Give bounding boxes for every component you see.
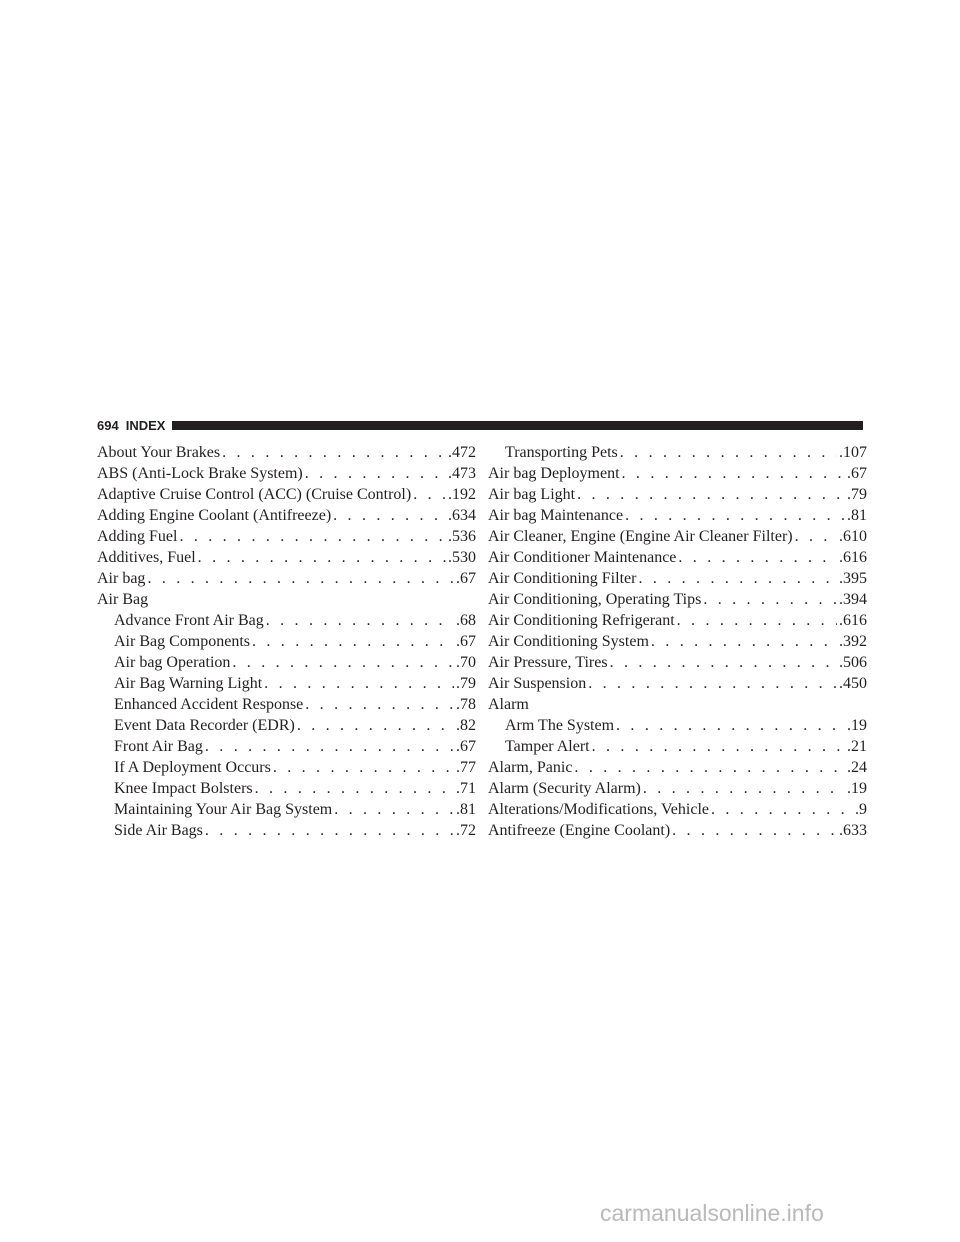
index-entry-page: .192 xyxy=(448,486,476,503)
index-entry-page: .634 xyxy=(448,507,476,524)
index-entry-label: Antifreeze (Engine Coolant) xyxy=(488,822,671,839)
index-entry xyxy=(97,778,476,799)
index-entry xyxy=(488,547,867,568)
index-entry-label: Air Conditioner Maintenance xyxy=(488,549,677,566)
index-entry-page: .77 xyxy=(456,759,476,776)
index-entry xyxy=(97,589,476,610)
index-entry-page: .616 xyxy=(839,612,867,629)
section-title: INDEX xyxy=(125,417,166,433)
dot-leader xyxy=(711,799,853,820)
dot-leader xyxy=(205,820,454,841)
dot-leader xyxy=(198,547,446,568)
index-entry-label: Air Conditioning, Operating Tips xyxy=(488,591,702,608)
dot-leader xyxy=(672,820,837,841)
dot-leader xyxy=(622,463,845,484)
index-entry-page: .19 xyxy=(847,717,867,734)
dot-leader xyxy=(147,568,454,589)
index-entry xyxy=(488,463,867,484)
index-entry-label: Additives, Fuel xyxy=(97,549,196,566)
index-entry-label: Air bag Operation xyxy=(114,654,231,671)
header-rule xyxy=(172,421,863,430)
index-entry-label: Air Suspension xyxy=(488,675,587,692)
dot-leader xyxy=(643,778,845,799)
index-entry-page: .70 xyxy=(456,654,476,671)
dot-leader xyxy=(588,673,837,694)
dot-leader xyxy=(232,652,454,673)
dot-leader xyxy=(625,505,845,526)
index-entry xyxy=(97,736,476,757)
index-entry-page: .78 xyxy=(456,696,476,713)
index-entry-label: Event Data Recorder (EDR) xyxy=(114,717,295,734)
dot-leader xyxy=(205,736,454,757)
index-entry-label: Front Air Bag xyxy=(114,738,203,755)
dot-leader xyxy=(577,484,845,505)
index-entry-label: Alarm xyxy=(488,696,529,713)
index-entry-label: Air Conditioning System xyxy=(488,633,649,650)
index-entry-page: .19 xyxy=(847,780,867,797)
index-entry xyxy=(97,820,476,841)
index-entry xyxy=(488,694,867,715)
dot-leader xyxy=(616,715,845,736)
index-entry-label: Air bag Deployment xyxy=(488,465,620,482)
index-entry-page: .67 xyxy=(456,570,476,587)
dot-leader xyxy=(264,673,454,694)
dot-leader xyxy=(297,715,454,736)
page-header xyxy=(97,418,863,432)
index-entry-page: .79 xyxy=(456,675,476,692)
watermark: carmanualsonline.info xyxy=(600,1200,824,1226)
index-entry-page: .473 xyxy=(448,465,476,482)
index-entry-page: .616 xyxy=(839,549,867,566)
dot-leader xyxy=(305,694,454,715)
dot-leader xyxy=(651,631,837,652)
dot-leader xyxy=(638,568,837,589)
index-entry-page: .21 xyxy=(847,738,867,755)
dot-leader xyxy=(678,547,837,568)
index-entry-label: Air Cleaner, Engine (Engine Air Cleaner Filter) xyxy=(488,528,793,545)
index-entry-label: Air Bag Components xyxy=(114,633,250,650)
index-entry-page: .24 xyxy=(847,759,867,776)
dot-leader xyxy=(795,526,837,547)
dot-leader xyxy=(222,442,446,463)
index-entry xyxy=(97,568,476,589)
dot-leader xyxy=(266,610,454,631)
index-entry xyxy=(97,673,476,694)
index-entry-label: Advance Front Air Bag xyxy=(114,612,264,629)
index-entry-page: .395 xyxy=(839,570,867,587)
index-entry-label: Air Bag Warning Light xyxy=(114,675,263,692)
index-entry-label: Adding Engine Coolant (Antifreeze) xyxy=(97,507,332,524)
index-entry-page: .506 xyxy=(839,654,867,671)
index-entry xyxy=(97,610,476,631)
index-entry xyxy=(488,589,867,610)
index-entry-page: .71 xyxy=(456,780,476,797)
index-entry-label: Transporting Pets xyxy=(505,444,618,461)
index-entry xyxy=(488,526,867,547)
index-entry-page: .67 xyxy=(456,738,476,755)
index-entry-page: .450 xyxy=(839,675,867,692)
index-column-right xyxy=(488,442,867,841)
index-entry-page: .67 xyxy=(847,465,867,482)
index-entry-page: .472 xyxy=(448,444,476,461)
dot-leader xyxy=(333,505,446,526)
index-entry-label: Air Bag xyxy=(97,591,149,608)
index-entry-label: Air Conditioning Refrigerant xyxy=(488,612,675,629)
index-entry-label: Air Pressure, Tires xyxy=(488,654,608,671)
index-entry-label: Knee Impact Bolsters xyxy=(114,780,253,797)
index-entry-label: Adaptive Cruise Control (ACC) (Cruise Control) xyxy=(97,486,412,503)
index-entry xyxy=(97,442,476,463)
index-entry-label: If A Deployment Occurs xyxy=(114,759,271,776)
index-entry-page: .81 xyxy=(456,801,476,818)
index-entry-page: .68 xyxy=(456,612,476,629)
dot-leader xyxy=(252,631,454,652)
dot-leader xyxy=(677,610,837,631)
index-entry xyxy=(97,463,476,484)
index-entry-page: .536 xyxy=(448,528,476,545)
index-entry xyxy=(488,484,867,505)
index-column-left xyxy=(97,442,476,841)
index-entry-label: Alarm, Panic xyxy=(488,759,573,776)
index-entry-page: .67 xyxy=(456,633,476,650)
index-entry-label: Air bag Light xyxy=(488,486,576,503)
index-entry-page: .79 xyxy=(847,486,867,503)
index-entry xyxy=(488,652,867,673)
index-entry xyxy=(97,757,476,778)
index-entry-label: Adding Fuel xyxy=(97,528,178,545)
index-entry-label: Air bag xyxy=(97,570,146,587)
index-entry-page: .81 xyxy=(847,507,867,524)
index-entry xyxy=(488,442,867,463)
dot-leader xyxy=(620,442,837,463)
index-entry-label: Tamper Alert xyxy=(505,738,590,755)
index-entry xyxy=(488,799,867,820)
index-entry xyxy=(97,694,476,715)
index-entry-page: .633 xyxy=(839,822,867,839)
index-entry xyxy=(488,673,867,694)
index-entry xyxy=(97,484,476,505)
dot-leader xyxy=(610,652,837,673)
index-entry xyxy=(488,610,867,631)
index-entry-label: Side Air Bags xyxy=(114,822,203,839)
index-entry xyxy=(488,631,867,652)
index-entry-page: .72 xyxy=(456,822,476,839)
dot-leader xyxy=(305,463,446,484)
index-entry-page: .394 xyxy=(839,591,867,608)
dot-leader xyxy=(334,799,454,820)
index-entry-page: .82 xyxy=(456,717,476,734)
index-entry xyxy=(488,757,867,778)
index-entry-page: .610 xyxy=(839,528,867,545)
index-entry-page: .107 xyxy=(839,444,867,461)
index-entry-label: Alarm (Security Alarm) xyxy=(488,780,641,797)
dot-leader xyxy=(179,526,446,547)
index-entry xyxy=(97,715,476,736)
index-entry-page: .530 xyxy=(448,549,476,566)
dot-leader xyxy=(413,484,446,505)
dot-leader xyxy=(273,757,454,778)
index-entry xyxy=(488,736,867,757)
index-entry-label: ABS (Anti-Lock Brake System) xyxy=(97,465,303,482)
dot-leader xyxy=(255,778,454,799)
index-entry xyxy=(97,505,476,526)
index-entry xyxy=(488,505,867,526)
index-entry xyxy=(97,799,476,820)
index-entry xyxy=(488,568,867,589)
index-entry xyxy=(488,820,867,841)
index-entry xyxy=(97,631,476,652)
index-entry-label: Enhanced Accident Response xyxy=(114,696,304,713)
index-entry xyxy=(97,547,476,568)
index-entry-label: Air bag Maintenance xyxy=(488,507,624,524)
dot-leader xyxy=(592,736,845,757)
page-number: 694 xyxy=(97,417,119,433)
index-entry-label: Air Conditioning Filter xyxy=(488,570,637,587)
dot-leader xyxy=(703,589,837,610)
dot-leader xyxy=(574,757,845,778)
index-entry-label: Maintaining Your Air Bag System xyxy=(114,801,333,818)
index-entry xyxy=(97,652,476,673)
index-entry-label: About Your Brakes xyxy=(97,444,221,461)
index-entry-page: .9 xyxy=(855,801,867,818)
index-entry-label: Alterations/Modifications, Vehicle xyxy=(488,801,709,818)
index-entry xyxy=(488,715,867,736)
index-entry-label: Arm The System xyxy=(505,717,615,734)
index-entry-page: .392 xyxy=(839,633,867,650)
index-entry xyxy=(97,526,476,547)
index-entry xyxy=(488,778,867,799)
